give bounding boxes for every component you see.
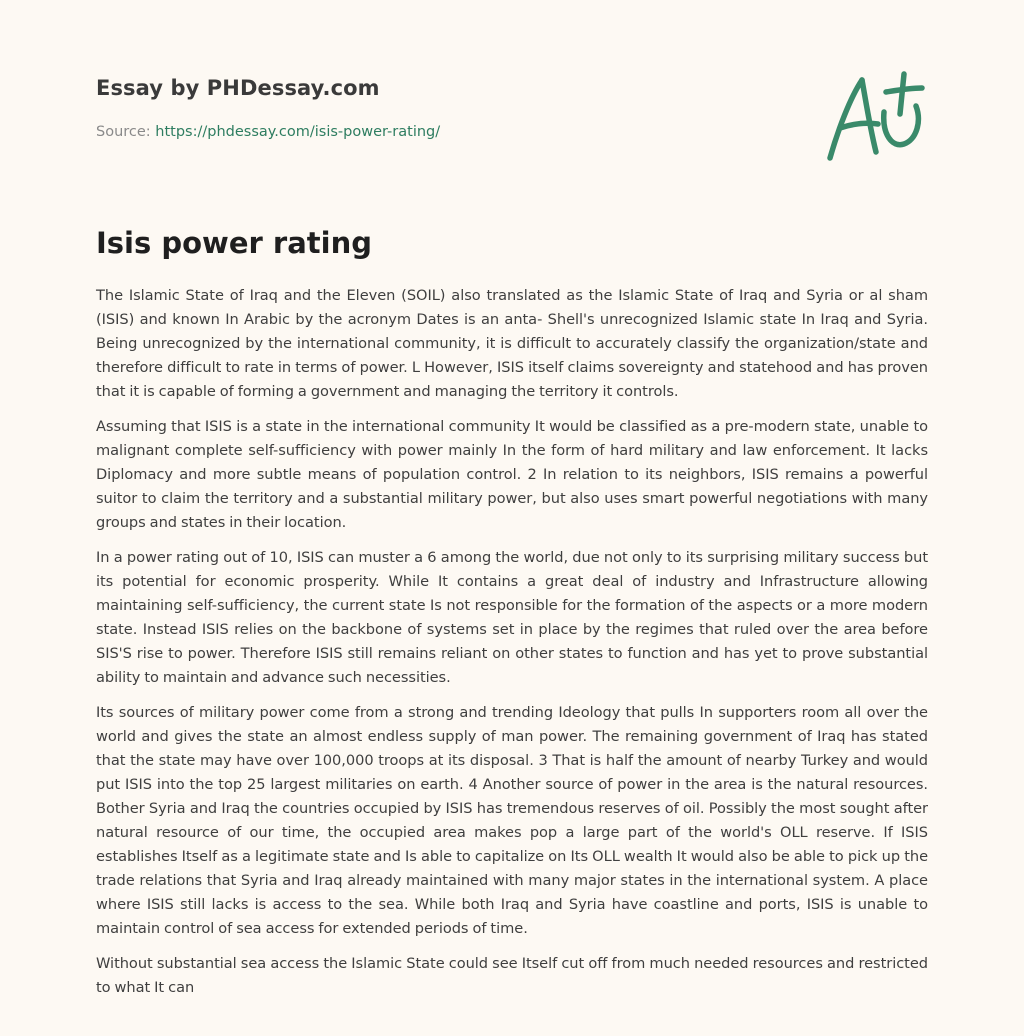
logo-plus-vertical (900, 74, 904, 114)
essay-paragraph: Its sources of military power come from a strong and trending Ideology that pulls In supporters room all over the world and gives the state an almost endless supply of man power. The remaining government of Iraq has stated that the state may have over 100,000 troops at its disposal. 3 That is half the amount of nearby Turkey and would put ISIS into the top 25 largest militaries on earth. 4 Another source of power in the area is the natural resources. Bother Syria and Iraq the countries occupied by ISIS has tremendous reserves of oil. Possibly the most sought after natural resource of our time, the occupied area makes pop a large part of the world's OLL reserve. If ISIS establishes Itself as a legitimate state and Is able to capitalize on Its OLL wealth It would also be able to pick up the trade relations that Syria and Iraq already maintained with many major states in the international system. A place where ISIS still lacks is access to the sea. While both Iraq and Syria have coastline and ports, ISIS is unable to maintain control of sea access for extended periods of time. (96, 704, 928, 937)
essay-paragraph: Assuming that ISIS is a state in the international community It would be classified as a pre-modern state, unable to malignant complete self-sufficiency with power mainly In the form of hard military and law enforcement. It lacks Diplomacy and more subtle means of population control. 2 In relation to its neighbors, ISIS remains a powerful suitor to claim the territory and a substantial military power, but also uses smart powerful negotiations with many groups and states in their location. (96, 418, 928, 531)
source-label: Source: (96, 124, 156, 140)
source-line (96, 124, 440, 140)
source-link[interactable]: https://phdessay.com/isis-power-rating/ (155, 124, 441, 140)
essay-paragraph: Without substantial sea access the Islamic State could see Itself cut off from much needed resources and restricted to what It can (96, 955, 928, 996)
essay-paragraph: The Islamic State of Iraq and the Eleven (SOIL) also translated as the Islamic State of Iraq and Syria or al sham (ISIS) and known In Arabic by the acronym Dates is an anta- Shell's unrecognized Islamic state In Iraq and Syria. Being unrecognized by the international community, it is difficult to accurately classify the organization/state and therefore difficult to rate in terms of power. L However, ISIS itself claims sovereignty and statehood and has proven that it is capable of forming a government and managing the territory it controls. (96, 287, 928, 400)
essay-paragraph: In a power rating out of 10, ISIS can muster a 6 among the world, due not only to its surprising military success but its potential for economic prosperity. While It contains a great deal of industry and Infrastructure allowing maintaining self-sufficiency, the current state Is not responsible for the formation of the aspects or a more modern state. Instead ISIS relies on the backbone of systems set in place by the regimes that ruled over the area before SIS'S rise to power. Therefore ISIS still remains reliant on other states to function and has yet to prove substantial ability to maintain and advance such necessities. (96, 549, 928, 686)
logo-a-left-stroke (830, 80, 862, 158)
essay-body (96, 284, 928, 1011)
a-plus-grade-icon (826, 68, 926, 164)
site-title: Essay by PHDessay.com (96, 76, 380, 100)
essay-title: Isis power rating (96, 226, 372, 260)
logo-a-right-stroke (862, 80, 876, 152)
logo-plus-horizontal (886, 88, 922, 92)
